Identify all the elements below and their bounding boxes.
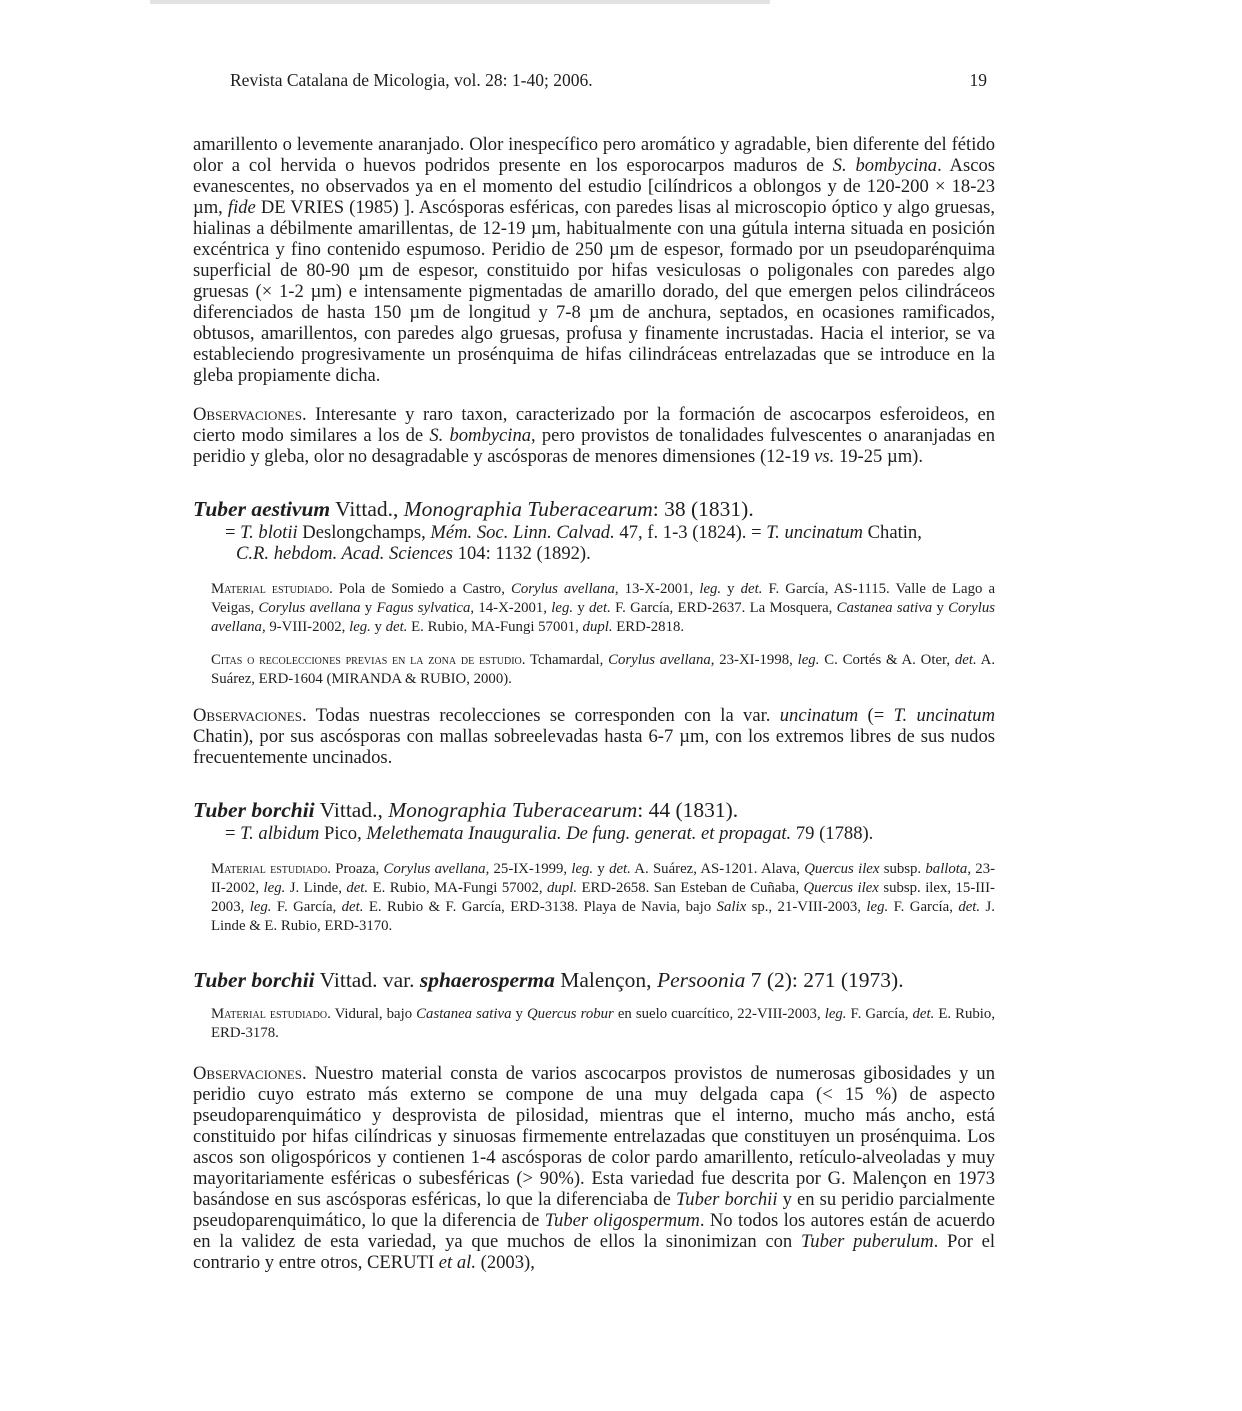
journal-citation: Revista Catalana de Micologia, vol. 28: 1-40; 2006. (230, 70, 593, 90)
material-aestivum: Material estudiado. Pola de Somiedo a Castro, Corylus avellana, 13-X-2001, leg. y det. F. García, AS-1115. Valle de Lago a Veigas, Corylus avellana y Fagus sylvatica, 14-X-2001, leg. y det. F. García, ERD-2637. La Mosquera, Castanea sativa y Corylus avellana, 9-VIII-2002, leg. y det. E. Rubio, MA-Fungi 57001, dupl. ERD-2818. (211, 581, 996, 635)
scan-edge-line (150, 0, 770, 4)
material-borchii: Material estudiado. Proaza, Corylus avellana, 25-IX-1999, leg. y det. A. Suárez, AS-1201. Alava, Quercus ilex subsp. ballota, 23-II-2002, leg. J. Linde, det. E. Rubio, MA-Fungi 57002, dupl. ERD-2658. San Esteban de Cuñaba, Quercus ilex subsp. ilex, 15-III-2003, leg. F. García, det. E. Rubio & F. García, ERD-3138. Playa de Navia, bajo Salix sp., 21-VIII-2003, leg. F. García, det. J. Linde & E. Rubio, ERD-3170. (211, 861, 996, 934)
article-body (193, 134, 995, 1273)
citations-aestivum: Citas o recolecciones previas en la zona de estudio. Tchamardal, Corylus avellana, 23-XI-1998, leg. C. Cortés & A. Oter, det. A. Suárez, ERD-1604 (MIRANDA & RUBIO, 2000). (211, 652, 996, 687)
taxon-heading-borchii: Tuber borchii Vittad., Monographia Tuberacearum: 44 (1831). (193, 798, 739, 822)
taxon-heading-sphaerosperma: Tuber borchii Vittad. var. sphaerosperma Malençon, Persoonia 7 (2): 271 (1973). (193, 968, 904, 992)
observations-aestivum: Observaciones. Todas nuestras recolecciones se corresponden con la var. uncinatum (= T. uncinatum Chatin), por sus ascósporas con mallas sobreelevadas hasta 6-7 µm, con los extremos libres de sus nudos frecuentemente uncinados. (193, 705, 995, 768)
material-sphaerosperma: Material estudiado. Vidural, bajo Castanea sativa y Quercus robur en suelo cuarcítico, 22-VIII-2003, leg. F. García, det. E. Rubio, ERD-3178. (211, 1006, 996, 1041)
observations-label: Observaciones. (193, 404, 307, 425)
running-header (230, 70, 987, 91)
observations-sphaerosperma: Observaciones. Nuestro material consta de varios ascocarpos provistos de numerosas gibosidades y un peridio cuyo estrato más externo se compone de una muy delgada capa (< 15 %) de aspecto pseudoparenquimático y desprovista de pilosidad, mientras que el interno, mucho más ancho, está constituido por hifas cilíndricas y sinuosas firmemente entrelazadas que constituyen un prosénquima. Los ascos son oligospóricos y contienen 1-4 ascósporas de color pardo amarillento, retículo-alveoladas y muy mayoritariamente esféricas o subesféricas (> 90%). Esta variedad fue descrita por G. Malençon en 1973 basándose en sus ascósporas esféricas, lo que la diferenciaba de Tuber borchii y en su peridio parcialmente pseudoparenquimático, lo que la diferencia de Tuber oligospermum. No todos los autores están de acuerdo en la validez de esta variedad, ya que muchos de ellos la sinonimizan con Tuber puberulum. Por el contrario y entre otros, CERUTI et al. (2003), (193, 1063, 995, 1273)
taxon-heading-aestivum: Tuber aestivum Vittad., Monographia Tuberacearum: 38 (1831). (193, 497, 754, 521)
description-paragraph: amarillento o levemente anaranjado. Olor inespecífico pero aromático y agradable, bien diferente del fétido olor a col hervida o huevos podridos presente en los esporocarpos maduros de S. bombycina. Ascos evanescentes, no observados ya en el momento del estudio [cilíndricos a oblongos y de 120-200 × 18-23 µm, fide DE VRIES (1985) ]. Ascósporas esféricas, con paredes lisas al microscopio óptico y algo gruesas, hialinas a débilmente amarillentas, de 12-19 µm, habitualmente con una gútula interna situada en posición excéntrica y fino contenido espumoso. Peridio de 250 µm de espesor, formado por un pseudoparénquima superficial de 80-90 µm de espesor, constituido por hifas vesiculosas o poligonales con paredes algo gruesas (× 1-2 µm) e intensamente pigmentadas de amarillo dorado, del que emergen pelos cilindráceos diferenciados de hasta 150 µm de longitud y 7-8 µm de anchura, septados, en ocasiones ramificados, obtusos, amarillentos, con paredes algo gruesas, profusa y finamente incrustadas. Hacia el interior, se va estableciendo progresivamente un prosénquima de hifas cilindráceas entrelazadas que se introduce en la gleba propiamente dicha. (193, 134, 995, 386)
page-number: 19 (969, 70, 987, 90)
synonyms-aestivum: = T. blotii Deslongchamps, Mém. Soc. Linn. Calvad. 47, f. 1-3 (1824). = T. uncinatum Chatin, C.R. hebdom. Acad. Sciences 104: 1132 (1892). (225, 522, 922, 564)
observations-paragraph: Observaciones. Interesante y raro taxon, caracterizado por la formación de ascocarpos esferoideos, en cierto modo similares a los de S. bombycina, pero provistos de tonalidades fulvescentes o anaranjadas en peridio y gleba, olor no desagradable y ascósporas de menores dimensiones (12-19 vs. 19-25 µm). (193, 404, 996, 467)
synonyms-borchii: = T. albidum Pico, Melethemata Inauguralia. De fung. generat. et propagat. 79 (1788). (225, 823, 874, 844)
